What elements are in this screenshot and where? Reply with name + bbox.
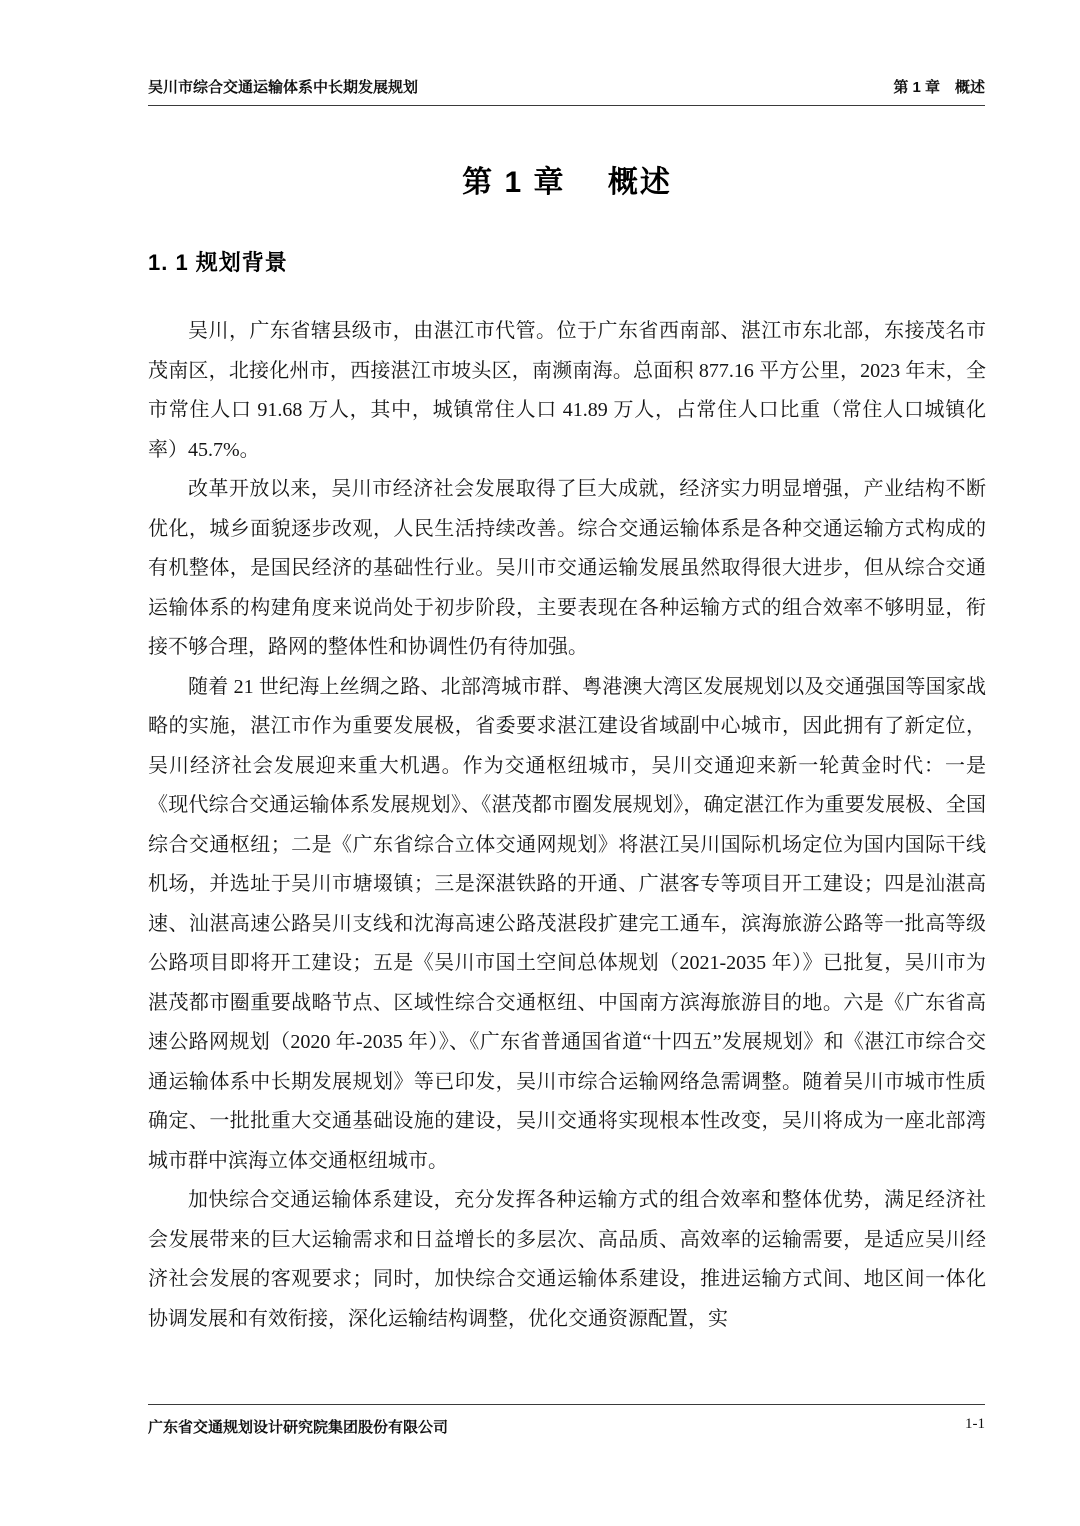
page-header — [148, 76, 985, 106]
paragraph-1: 吴川，广东省辖县级市，由湛江市代管。位于广东省西南部、湛江市东北部，东接茂名市茂南区，北接化州市，西接湛江市坡头区，南濒南海。总面积 877.16 平方公里，2023 年末，全市常住人口 91.68 万人，其中，城镇常住人口 41.89 万人，占常住人口比重（常住人口城镇化率）45.7%。 — [148, 320, 986, 461]
footer-page-number: 1-1 — [965, 1416, 985, 1432]
page-content — [148, 148, 986, 1339]
chapter-title: 第 1 章 概述 — [462, 166, 672, 199]
header-chapter-label: 第 1 章 概述 — [893, 79, 985, 96]
paragraph-2: 改革开放以来，吴川市经济社会发展取得了巨大成就，经济实力明显增强，产业结构不断优化，城乡面貌逐步改观，人民生活持续改善。综合交通运输体系是各种交通运输方式构成的有机整体，是国民经济的基础性行业。吴川市交通运输发展虽然取得很大进步，但从综合交通运输体系的构建角度来说尚处于初步阶段，主要表现在各种运输方式的组合效率不够明显，衔接不够合理，路网的整体性和协调性仍有待加强。 — [148, 478, 986, 658]
header-document-title: 吴川市综合交通运输体系中长期发展规划 — [148, 79, 419, 96]
paragraph-4: 加快综合交通运输体系建设，充分发挥各种运输方式的组合效率和整体优势，满足经济社会发展带来的巨大运输需求和日益增长的多层次、高品质、高效率的运输需要，是适应吴川经济社会发展的客观要求；同时，加快综合交通运输体系建设，推进运输方式间、地区间一体化协调发展和有效衔接，深化运输结构调整，优化交通资源配置，实 — [148, 1189, 986, 1330]
footer-company-name: 广东省交通规划设计研究院集团股份有限公司 — [148, 1419, 449, 1436]
page-footer — [148, 1404, 985, 1437]
section-heading: 1. 1 规划背景 — [148, 250, 288, 275]
paragraph-3: 随着 21 世纪海上丝绸之路、北部湾城市群、粤港澳大湾区发展规划以及交通强国等国家战略的实施，湛江市作为重要发展极，省委要求湛江建设省域副中心城市，因此拥有了新定位，吴川经济社会发展迎来重大机遇。作为交通枢纽城市，吴川交通迎来新一轮黄金时代：一是《现代综合交通运输体系发展规划》、《湛茂都市圈发展规划》，确定湛江作为重要发展极、全国综合交通枢纽；二是《广东省综合立体交通网规划》将湛江吴川国际机场定位为国内国际干线机场，并选址于吴川市塘㙍镇；三是深湛铁路的开通、广湛客专等项目开工建设；四是汕湛高速、汕湛高速公路吴川支线和沈海高速公路茂湛段扩建完工通车，滨海旅游公路等一批高等级公路项目即将开工建设；五是《吴川市国土空间总体规划（2021-2035 年）》已批复，吴川市为湛茂都市圈重要战略节点、区域性综合交通枢纽、中国南方滨海旅游目的地。六是《广东省高速公路网规划（2020 年-2035 年）》、《广东省普通国省道“十四五”发展规划》和《湛江市综合交通运输体系中长期发展规划》等已印发，吴川市综合运输网络急需调整。随着吴川市城市性质确定、一批批重大交通基础设施的建设，吴川交通将实现根本性改变，吴川将成为一座北部湾城市群中滨海立体交通枢纽城市。 — [148, 675, 986, 1172]
